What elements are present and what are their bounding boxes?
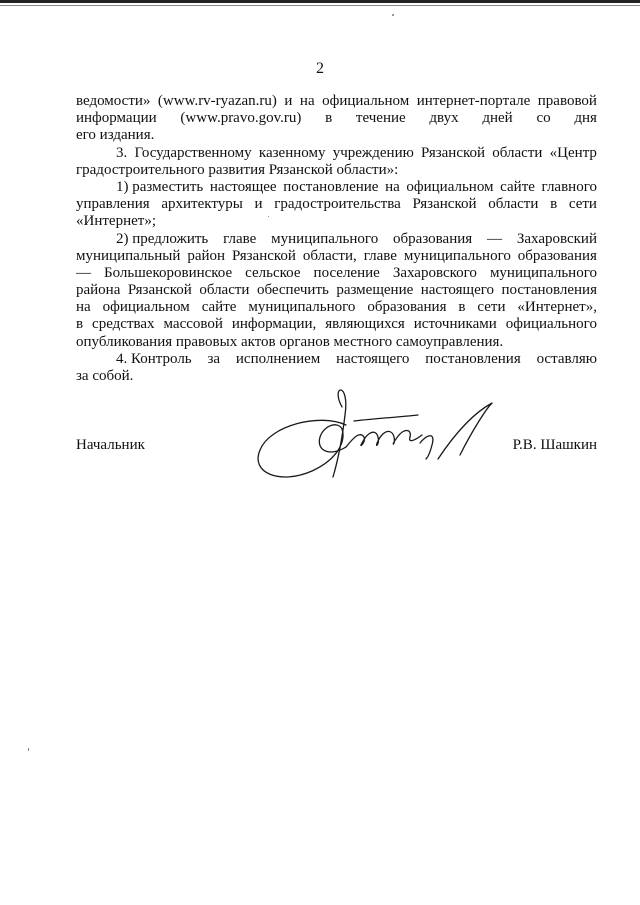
text-word: исполнением [235, 350, 321, 367]
text-word: Захаровского [392, 264, 477, 281]
text-word: 3. [116, 144, 128, 161]
text-word: в [550, 196, 558, 213]
text-word: области, [302, 247, 357, 264]
text-word: постановление [283, 178, 379, 195]
text-word: в [76, 316, 84, 333]
text-word: (www.rv-ryazan.ru) [157, 93, 277, 109]
text-word: массовой [163, 316, 223, 333]
scan-speck [268, 216, 269, 217]
scan-speck [392, 14, 394, 16]
text-word: учреждению [332, 144, 414, 161]
text-word: размещение [336, 282, 414, 299]
text-word: интернет-портале [416, 93, 531, 109]
text-line [76, 145, 597, 162]
text-word: главе [223, 230, 257, 247]
text-word: течение [355, 110, 406, 127]
text-word: правовой [537, 93, 597, 109]
text-word: настоящее [209, 178, 277, 195]
text-word: официальном [322, 93, 410, 109]
text-word: сельское [245, 264, 301, 281]
text-word: официальном [406, 178, 494, 195]
text-line: «Интернет»; [76, 213, 156, 230]
text-word: на [385, 178, 400, 195]
text-word: — [76, 264, 91, 281]
text-word: сети [477, 299, 506, 316]
text-word: архитектуры [161, 196, 243, 213]
text-word: являющихся [325, 316, 405, 333]
text-word: Захаровский [516, 230, 597, 247]
text-line: его издания. [76, 127, 155, 144]
text-word: сети [568, 196, 597, 213]
text-line [76, 265, 597, 282]
text-line [76, 351, 597, 368]
signer-title: Начальник [76, 437, 145, 453]
text-line [76, 231, 597, 248]
text-word: управления [76, 196, 150, 213]
document-body [76, 93, 597, 385]
text-word: постановления [425, 350, 521, 367]
text-word: район [187, 247, 226, 264]
text-line [76, 196, 597, 213]
top-border-thin [0, 5, 640, 6]
text-line: за собой. [76, 368, 134, 384]
text-word: официального [505, 316, 597, 333]
text-word: на [299, 93, 315, 109]
text-word: «Интернет», [517, 299, 597, 316]
top-border [0, 0, 640, 3]
text-word: образования [517, 247, 597, 264]
text-line [76, 93, 597, 110]
text-word: постановления [501, 282, 597, 299]
text-word: и [254, 196, 263, 213]
text-word: образования [393, 230, 473, 247]
text-word: в [458, 299, 466, 316]
text-word: главного [541, 178, 597, 195]
text-word: Большекоровинское [104, 264, 233, 281]
text-word: района [76, 282, 121, 299]
text-line: опубликования правовых актов органов местного самоуправления. [76, 333, 504, 350]
text-line [76, 179, 597, 196]
text-line [76, 282, 597, 299]
text-line [76, 248, 597, 265]
text-word: образования [367, 299, 447, 316]
text-word: (www.pravo.gov.ru) [180, 110, 302, 127]
text-word: 2) предложить [116, 230, 209, 247]
text-word: Государственному [134, 144, 252, 161]
text-word: поселение [313, 264, 380, 281]
text-word: области [492, 144, 543, 161]
text-word: дней [482, 110, 513, 127]
text-word: за [207, 350, 221, 367]
text-word: дня [574, 110, 597, 127]
text-word: со [536, 110, 551, 127]
text-word: источниками [413, 316, 497, 333]
text-word: средствах [92, 316, 155, 333]
text-word: главе [363, 247, 397, 264]
text-word: ведомости» [76, 93, 151, 109]
text-line [76, 110, 597, 127]
text-word: 4. Контроль [116, 350, 192, 367]
text-word: двух [429, 110, 459, 127]
text-word: — [487, 230, 503, 247]
text-word: настоящего [420, 282, 495, 299]
text-word: на [76, 299, 91, 316]
text-line [76, 316, 597, 333]
text-word: области [488, 196, 539, 213]
text-word: информации [76, 110, 157, 127]
text-word: Рязанской [231, 247, 296, 264]
handwritten-signature [250, 385, 500, 490]
text-word: Рязанской [412, 196, 477, 213]
text-word: муниципального [489, 264, 597, 281]
text-word: муниципального [248, 299, 356, 316]
text-word: градостроительства [274, 196, 401, 213]
text-word: и [284, 93, 293, 109]
text-word: области [199, 282, 250, 299]
text-line: градостроительного развития Рязанской области»: [76, 161, 399, 178]
text-word: официальном [102, 299, 190, 316]
text-word: Рязанской [421, 144, 486, 161]
text-word: казенному [258, 144, 326, 161]
text-word: муниципальный [76, 247, 181, 264]
text-word: в [325, 110, 333, 127]
text-word: Рязанской [127, 282, 192, 299]
text-word: информации, [231, 316, 317, 333]
text-line [76, 299, 597, 316]
signer-name: Р.В. Шашкин [512, 437, 597, 453]
text-word: настоящего [336, 350, 410, 367]
scan-speck [28, 748, 29, 751]
text-word: муниципального [403, 247, 511, 264]
text-word: 1) разместить [116, 178, 204, 195]
text-word: «Центр [549, 144, 597, 161]
text-word: оставляю [536, 350, 597, 367]
text-word: сайте [500, 178, 535, 195]
text-word: сайте [201, 299, 237, 316]
text-word: обеспечить [256, 282, 329, 299]
text-word: муниципального [271, 230, 379, 247]
page-number: 2 [316, 60, 324, 77]
